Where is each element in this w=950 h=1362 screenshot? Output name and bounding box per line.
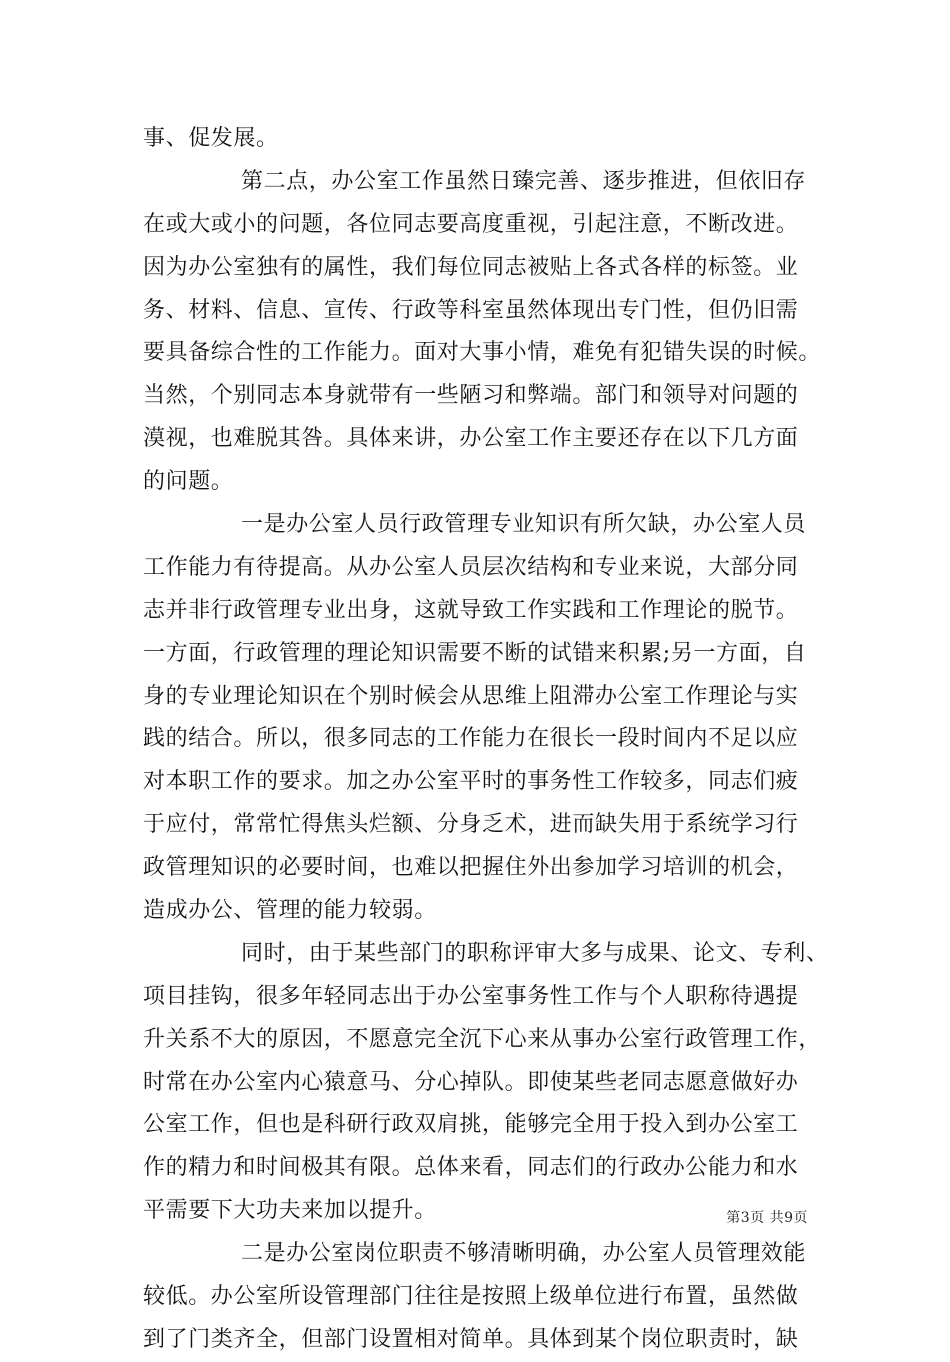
paragraph-start-line: 二是办公室岗位职责不够清晰明确，办公室人员管理效能 xyxy=(241,1241,807,1267)
text-line: 升关系不大的原因，不愿意完全沉下心来从事办公室行政管理工作， xyxy=(143,1026,822,1052)
body-text xyxy=(143,118,829,1362)
paragraph-start-line: 一是办公室人员行政管理专业知识有所欠缺，办公室人员 xyxy=(241,512,807,538)
text-line: 当然，个别同志本身就带有一些陋习和弊端。部门和领导对问题的 xyxy=(143,383,799,409)
text-line: 时常在办公室内心猿意马、分心掉队。即使某些老同志愿意做好办 xyxy=(143,1069,799,1095)
total-pages-number: 9 xyxy=(784,1210,794,1226)
text-line: 项目挂钩，很多年轻同志出于办公室事务性工作与个人职称待遇提 xyxy=(143,983,799,1009)
text-line: 志并非行政管理专业出身，这就导致工作实践和工作理论的脱节。 xyxy=(143,597,799,623)
footer-prefix: 第 xyxy=(726,1210,741,1226)
text-line: 的问题。 xyxy=(143,469,234,495)
text-line: 一方面，行政管理的理论知识需要不断的试错来积累;另一方面，自 xyxy=(143,640,807,666)
text-line: 公室工作，但也是科研行政双肩挑，能够完全用于投入到办公室工 xyxy=(143,1112,799,1138)
text-line: 于应付，常常忙得焦头烂额、分身乏术，进而缺失用于系统学习行 xyxy=(143,812,799,838)
text-line: 身的专业理论知识在个别时候会从思维上阻滞办公室工作理论与实 xyxy=(143,683,799,709)
current-page-number: 3 xyxy=(740,1210,751,1226)
text-line: 践的结合。所以，很多同志的工作能力在很长一段时间内不足以应 xyxy=(143,726,799,752)
text-line: 对本职工作的要求。加之办公室平时的事务性工作较多，同志们疲 xyxy=(143,769,799,795)
text-line: 造成办公、管理的能力较弱。 xyxy=(143,898,437,924)
page-footer xyxy=(0,1207,808,1227)
text-line: 工作能力有待提高。从办公室人员层次结构和专业来说，大部分同 xyxy=(143,554,799,580)
paragraph-start-line: 第二点，办公室工作虽然日臻完善、逐步推进，但依旧存 xyxy=(241,168,807,194)
text-line: 平需要下大功夫来加以提升。 xyxy=(143,1198,437,1224)
footer-suffix: 页 xyxy=(793,1210,808,1226)
text-line: 要具备综合性的工作能力。面对大事小情，难免有犯错失误的时候。 xyxy=(143,340,822,366)
paragraph-start-line: 同时，由于某些部门的职称评审大多与成果、论文、专利、 xyxy=(241,940,829,966)
text-line: 事、促发展。 xyxy=(143,126,279,151)
text-line: 较低。办公室所设管理部门往往是按照上级单位进行布置，虽然做 xyxy=(143,1284,799,1310)
text-line: 作的精力和时间极其有限。总体来看，同志们的行政办公能力和水 xyxy=(143,1155,799,1181)
text-line: 到了门类齐全，但部门设置相对简单。具体到某个岗位职责时，缺 xyxy=(143,1326,799,1352)
text-line: 漠视，也难脱其咎。具体来讲，办公室工作主要还存在以下几方面 xyxy=(143,426,799,452)
text-line: 政管理知识的必要时间，也难以把握住外出参加学习培训的机会， xyxy=(143,855,799,881)
footer-middle: 页 共 xyxy=(750,1210,785,1226)
text-line: 务、材料、信息、宣传、行政等科室虽然体现出专门性，但仍旧需 xyxy=(143,297,799,323)
text-line: 因为办公室独有的属性，我们每位同志被贴上各式各样的标签。业 xyxy=(143,254,799,280)
text-line: 在或大或小的问题，各位同志要高度重视，引起注意，不断改进。 xyxy=(143,211,799,237)
